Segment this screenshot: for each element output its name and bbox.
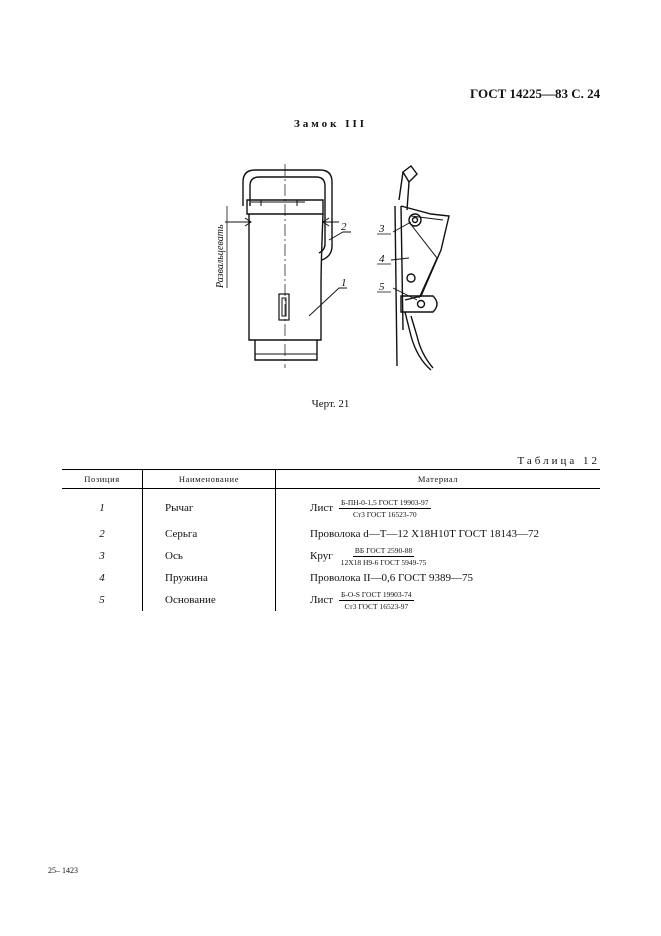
cell-position: 3 [99,550,105,562]
material-text: Проволока II—0,6 ГОСТ 9389—75 [310,572,474,584]
header-name: Наименование [143,470,276,489]
cell-name: Серьга [143,523,276,545]
material-fraction [339,498,431,519]
material-numerator: ВБ ГОСТ 2590-88 [354,545,413,555]
cell-material [276,489,601,524]
cell-name: Рычаг [143,489,276,524]
page-header: ГОСТ 14225—83 С. 24 [470,86,601,101]
figure-caption: Черт. 21 [311,398,350,410]
material-prefix: Лист [310,501,334,514]
header-material: Материал [276,470,601,489]
cell-position: 4 [99,572,105,584]
material-fraction [339,590,414,611]
table-label: Таблица 12 [517,455,600,467]
material-denominator: 12Х18 Н9-6 ГОСТ 5949-75 [340,557,427,567]
cell-name: Основание [143,589,276,611]
cell-position: 5 [99,594,105,606]
material-prefix: Круг [310,549,333,562]
material-text: Проволока d—Т—12 Х18Н10Т ГОСТ 18143—72 [310,528,540,540]
materials-table [62,469,600,611]
material-denominator: Ст3 ГОСТ 16523-97 [344,601,409,611]
callout-4: 4 [379,253,385,265]
cell-position: 2 [99,528,105,540]
shackle-outline [243,170,332,260]
section-title: Замок III [293,118,368,130]
table-header-row [62,470,600,489]
cell-material [276,589,601,611]
page-footer: 25– 1423 [48,866,78,875]
table-row [62,523,600,545]
cell-material [276,545,601,567]
material-numerator: Б-О-S ГОСТ 19903-74 [341,589,412,599]
technical-drawing [205,160,475,380]
callout-1: 1 [341,277,347,289]
material-fraction [339,546,429,567]
material-numerator: Б-ПН-0-1,5 ГОСТ 19903-97 [341,497,429,507]
cell-name: Пружина [143,567,276,589]
table-row [62,545,600,567]
rolling-label: Развальцевать [215,224,226,288]
table-row [62,489,600,524]
material-denominator: Ст3 ГОСТ 16523-70 [352,509,417,519]
material-prefix: Лист [310,593,334,606]
callout-2: 2 [341,221,347,233]
cell-position: 1 [99,502,105,514]
header-position: Позиция [62,470,143,489]
cell-material [276,523,601,545]
callout-3: 3 [379,223,385,235]
side-view [395,166,449,370]
callout-5: 5 [379,281,385,293]
cell-name: Ось [143,545,276,567]
table-row [62,589,600,611]
table-row [62,567,600,589]
cell-material [276,567,601,589]
